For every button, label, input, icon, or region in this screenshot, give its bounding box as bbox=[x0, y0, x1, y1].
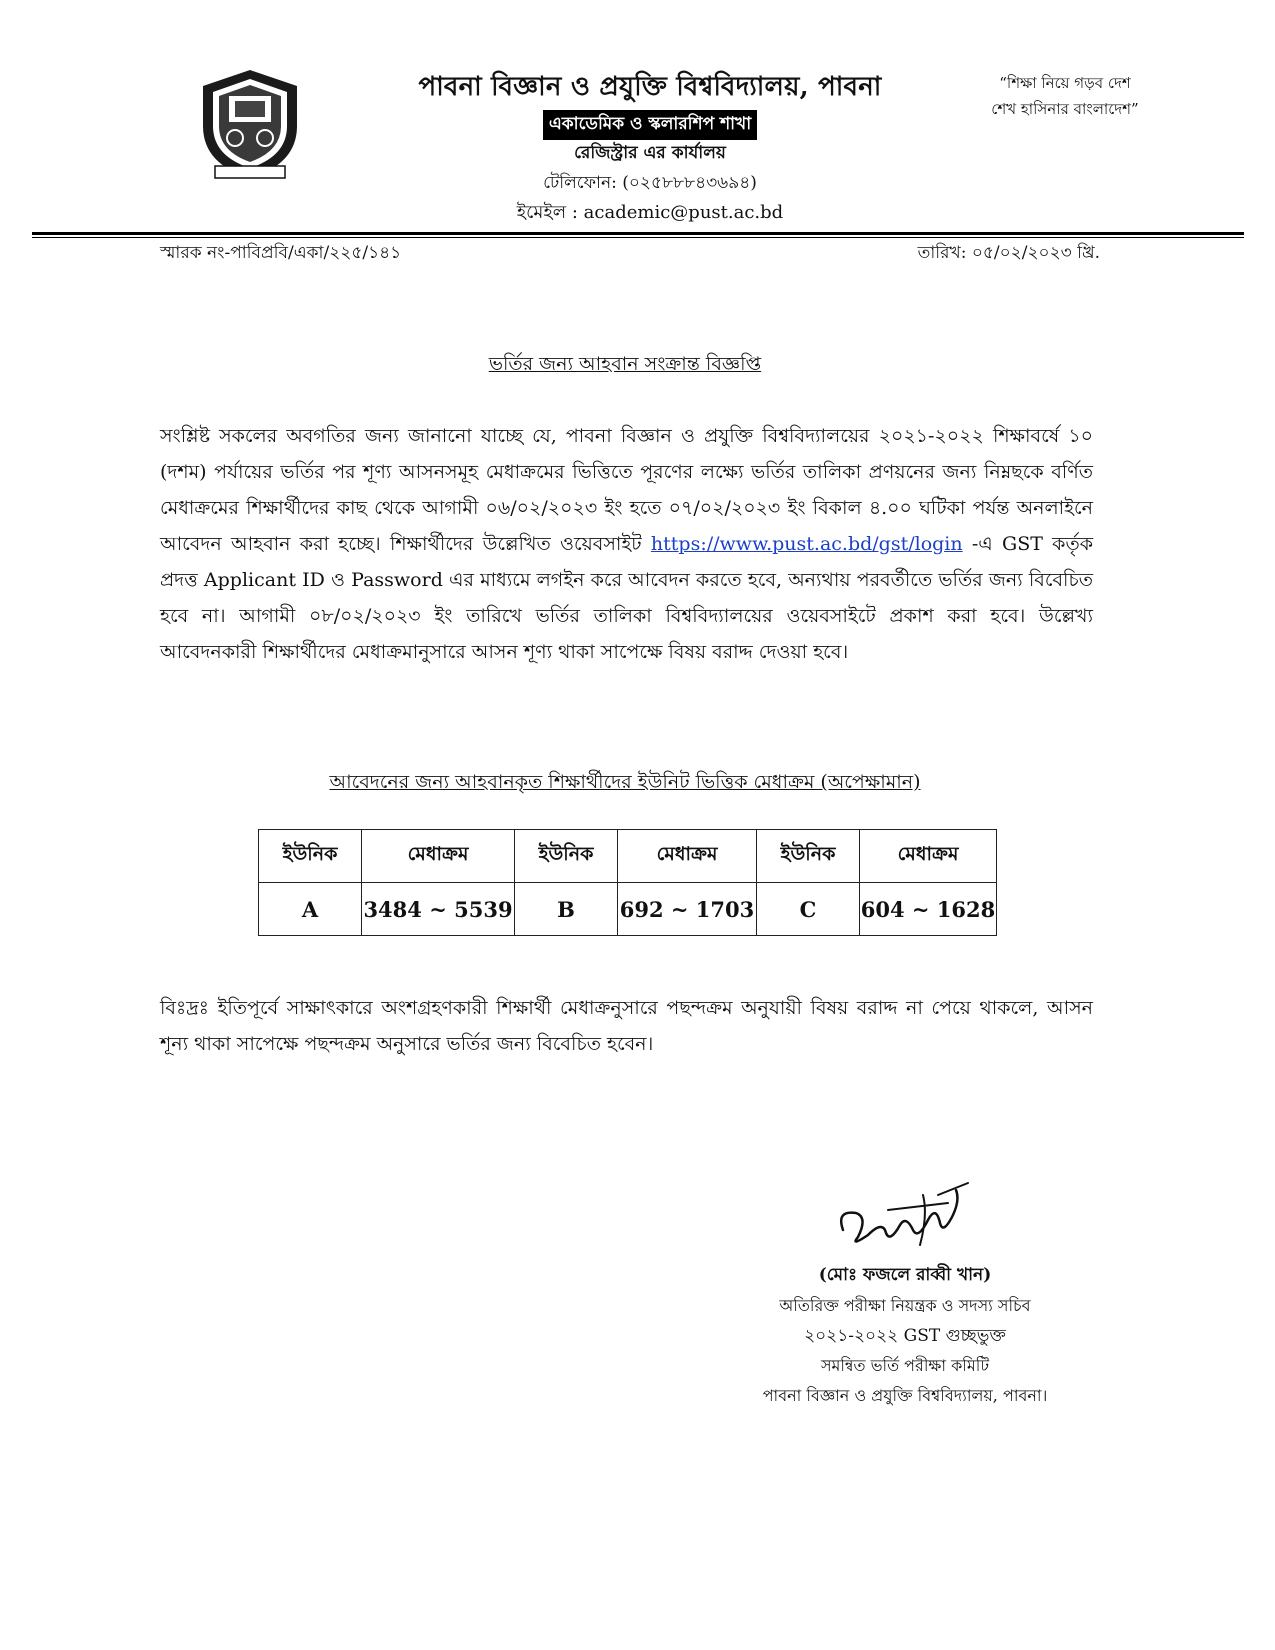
designation-line-4: পাবনা বিজ্ঞান ও প্রযুক্তি বিশ্ববিদ্যালয়, পাবনা। bbox=[762, 1386, 1048, 1405]
phone-number: টেলিফোন: (০২৫৮৮৮৪৩৬৯৪) bbox=[543, 173, 757, 193]
slogan-line-2: শেখ হাসিনার বাংলাদেশ” bbox=[991, 100, 1139, 118]
handwritten-signature-icon bbox=[828, 1175, 978, 1265]
header-divider-thick bbox=[32, 232, 1244, 235]
unit-cell: B bbox=[515, 883, 618, 936]
notice-body bbox=[160, 418, 1093, 670]
login-link[interactable]: https://www.pust.ac.bd/gst/login bbox=[650, 533, 963, 555]
table-header-cell: মেধাক্রম bbox=[860, 830, 997, 883]
memo-number: স্মারক নং-পাবিপ্রবি/একা/২২৫/১৪১ bbox=[160, 243, 402, 263]
email-address: ইমেইল : academic@pust.ac.bd bbox=[516, 202, 784, 223]
university-crest-icon bbox=[195, 66, 305, 186]
merit-list-title: আবেদনের জন্য আহবানকৃত শিক্ষার্থীদের ইউনিট ভিত্তিক মেধাক্রম (অপেক্ষামান) bbox=[329, 771, 921, 793]
merit-range-cell: 604 ~ 1628 bbox=[860, 883, 997, 936]
university-name: পাবনা বিজ্ঞান ও প্রযুক্তি বিশ্ববিদ্যালয়, পাবনা bbox=[418, 72, 882, 102]
table-header-row bbox=[259, 830, 997, 883]
notice-body-part-1: সংশ্লিষ্ট সকলের অবগতির জন্য জানানো যাচ্ছে যে, পাবনা বিজ্ঞান ও প্রযুক্তি বিশ্ববিদ্যালয়ের ২০২১-২০২২ শিক্ষাবর্ষে ১০ (দশম) পর্যায়ের ভর্তির পর শূণ্য আসনসমূহ মেধাক্রমের ভিত্তিতে পূরণের লক্ষ্যে ভর্তির তালিকা প্রণয়নের জন্য নিম্নছকে বর্ণিত মেধাক্রমের শিক্ষার্থীদের কাছ থেকে আগামী ০৬/০২/২০২৩ ইং হতে ০৭/০২/২০২৩ ইং বিকাল ৪.০০ ঘটিকা পর্যন্ত অনলাইনে আবেদন আহবান করা হচ্ছে। শিক্ষার্থীদের উল্লেখিত ওয়েবসাইট bbox=[160, 425, 1093, 555]
merit-range-cell: 3484 ~ 5539 bbox=[362, 883, 515, 936]
notice-title: ভর্তির জন্য আহবান সংক্রান্ত বিজ্ঞপ্তি bbox=[488, 353, 762, 375]
memo-date: তারিখ: ০৫/০২/২০২৩ খ্রি. bbox=[917, 243, 1100, 263]
merit-range-cell: 692 ~ 1703 bbox=[618, 883, 757, 936]
table-header-cell: ইউনিক bbox=[515, 830, 618, 883]
office-name: রেজিস্ট্রার এর কার্যালয় bbox=[574, 143, 726, 163]
unit-cell: C bbox=[757, 883, 860, 936]
designation-line-1: অতিরিক্ত পরীক্ষা নিয়ন্ত্রক ও সদস্য সচিব bbox=[779, 1296, 1031, 1315]
signer-name: (মোঃ ফজলে রাব্বী খান) bbox=[818, 1265, 992, 1285]
table-header-cell: ইউনিক bbox=[757, 830, 860, 883]
merit-table bbox=[258, 829, 997, 936]
section-label-wrapper bbox=[400, 110, 900, 140]
slogan-line-1: “শিক্ষা নিয়ে গড়ব দেশ bbox=[999, 74, 1131, 92]
footnote: বিঃদ্রঃ ইতিপূর্বে সাক্ষাৎকারে অংশগ্রহণকারী শিক্ষার্থী মেধাক্রনুসারে পছন্দক্রম অনুযায়ী বিষয় বরাদ্দ না পেয়ে থাকলে, আসন শূন্য থাকা সাপেক্ষে পছন্দক্রম অনুসারে ভর্তির জন্য বিবেচিত হবেন। bbox=[160, 997, 1093, 1055]
table-header-cell: মেধাক্রম bbox=[362, 830, 515, 883]
unit-cell: A bbox=[259, 883, 362, 936]
designation-line-3: সমন্বিত ভর্তি পরীক্ষা কমিটি bbox=[820, 1356, 990, 1375]
table-header-cell: মেধাক্রম bbox=[618, 830, 757, 883]
header-divider-thin bbox=[32, 237, 1244, 238]
table-header-cell: ইউনিক bbox=[259, 830, 362, 883]
table-row bbox=[259, 883, 997, 936]
notice-body-part-2: -এ GST কর্তৃক প্রদত্ত Applicant ID ও Password এর মাধ্যমে লগইন করে আবেদন করতে হবে, অন্যথায় পরবর্তীতে ভর্তির জন্য বিবেচিত হবে না। আগামী ০৮/০২/২০২৩ ইং তারিখে ভর্তির তালিকা বিশ্ববিদ্যালয়ের ওয়েবসাইটে প্রকাশ করা হবে। উল্লেখ্য আবেদনকারী শিক্ষার্থীদের মেধাক্রমানুসারে আসন শূণ্য থাকা সাপেক্ষে বিষয় বরাদ্দ দেওয়া হবে। bbox=[160, 533, 1093, 663]
designation-line-2: ২০২১-২০২২ GST গুচ্ছভুক্ত bbox=[804, 1326, 1006, 1346]
section-label: একাডেমিক ও স্কলারশিপ শাখা bbox=[543, 110, 757, 140]
